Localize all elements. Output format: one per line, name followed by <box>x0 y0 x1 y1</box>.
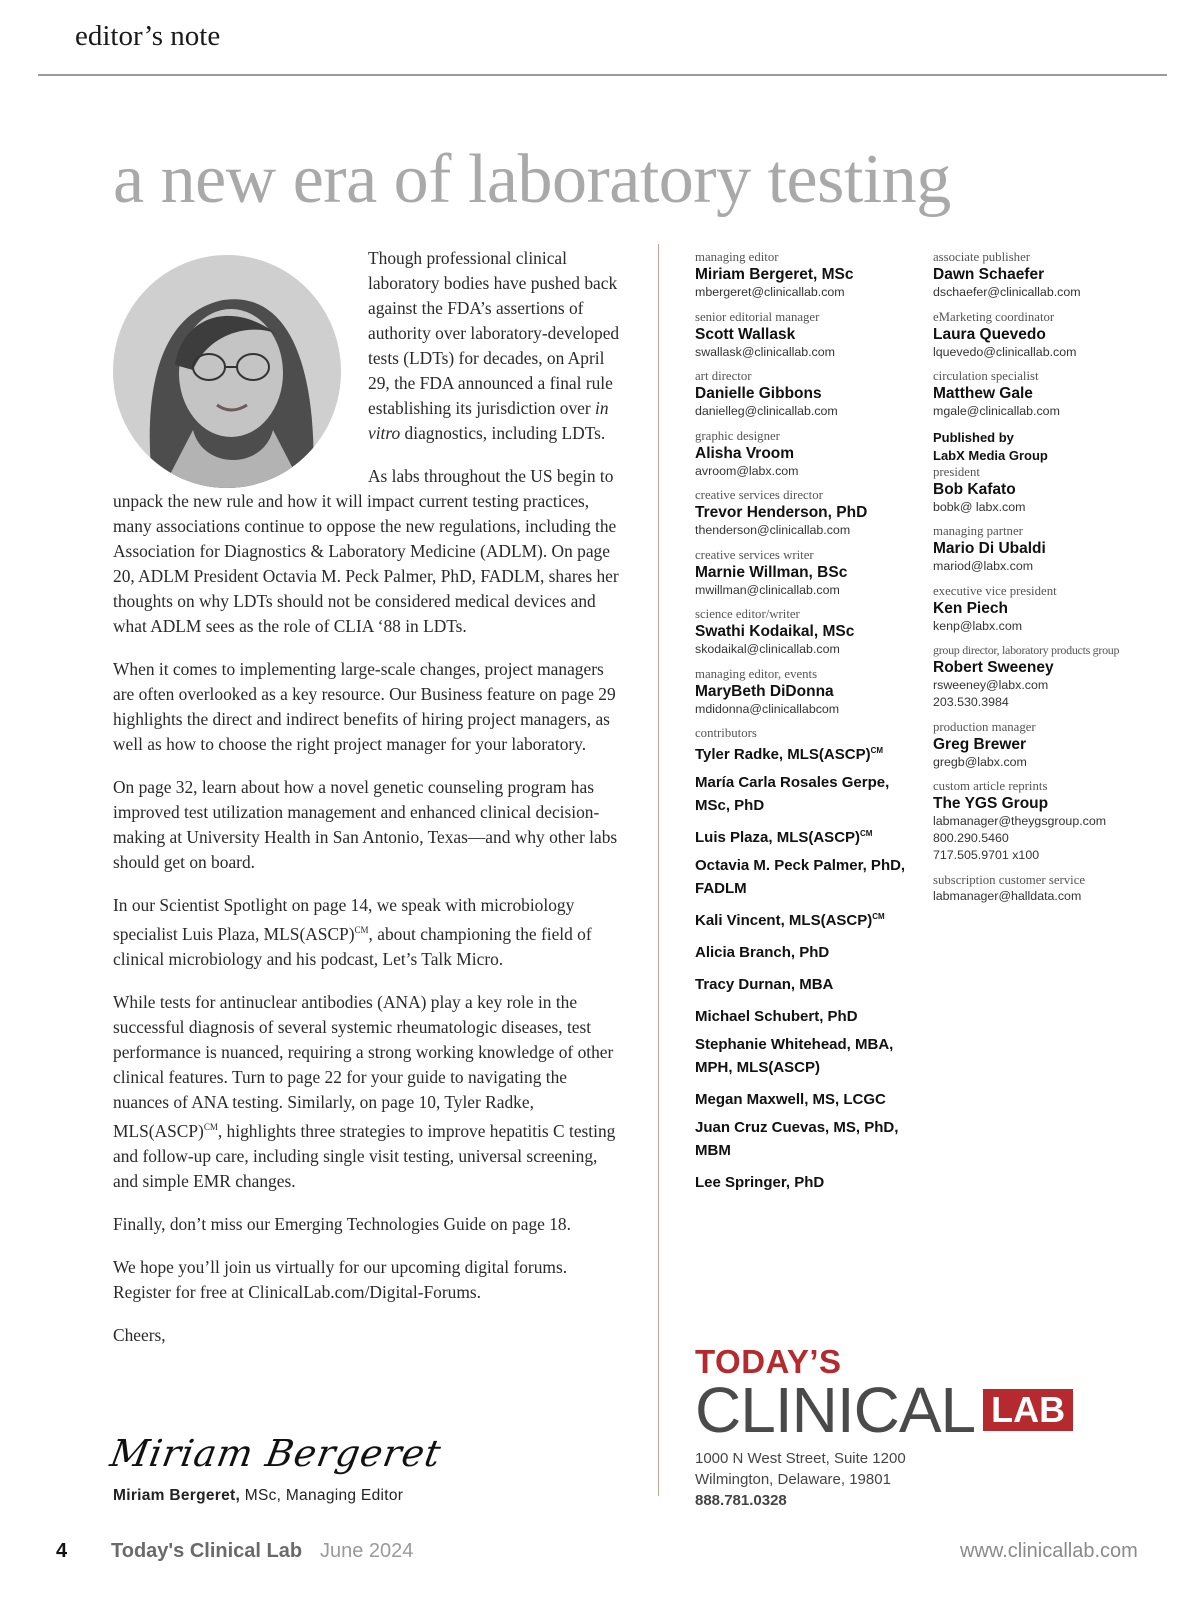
staff-role: managing editor, events <box>695 666 818 681</box>
column-divider <box>658 244 659 1496</box>
staff-name: Trevor Henderson, PhD <box>695 504 868 521</box>
contributors-label: contributors <box>695 726 757 740</box>
masthead-entry <box>695 310 920 361</box>
email-link[interactable]: mgale@clinicallab.com <box>933 404 1060 418</box>
email-link[interactable]: mwillman@clinicallab.com <box>695 582 840 597</box>
phone-number: 203.530.3984 <box>933 695 1009 709</box>
staff-name: Swathi Kodaikal, MSc <box>695 623 855 640</box>
email-link[interactable]: danielleg@clinicallab.com <box>695 404 838 418</box>
signature-line: Miriam Bergeret, MSc, Managing Editor <box>113 1487 404 1504</box>
logo-clinical: CLINICAL <box>695 1374 976 1446</box>
article-body <box>113 246 623 1366</box>
contributor-name: Michael Schubert, PhD <box>695 1008 858 1025</box>
publisher-address <box>695 1448 906 1511</box>
published-by: Published by <box>933 429 1014 445</box>
paragraph: Though professional clinical laboratory bodies have pushed back against the FDA’s assertions of authority over laboratory-developed tests (LDTs) for decades, on April 29, the FDA announced a final rule establishing its jurisdiction over in vitro diagnostics, including LDTs. <box>368 248 620 443</box>
masthead-entry <box>695 429 920 480</box>
masthead-entry: associate publisher Dawn Schaefer dschaefer@clinicallab.com <box>933 250 1168 301</box>
email-link[interactable]: labmanager@theygsgroup.com <box>933 814 1107 828</box>
email-link[interactable]: dschaefer@clinicallab.com <box>933 285 1081 299</box>
masthead-entry: eMarketing coordinator Laura Quevedo lquevedo@clinicallab.com <box>933 310 1168 361</box>
masthead-entry <box>695 488 920 539</box>
section-label: editor’s note <box>75 20 221 52</box>
contributor-name: Juan Cruz Cuevas, MS, PhD, MBM <box>695 1119 899 1159</box>
contributor-name: Octavia M. Peck Palmer, PhD, FADLM <box>695 857 906 897</box>
contributor-name: Kali Vincent, MLS(ASCP)$^{CM}$ <box>695 912 885 929</box>
masthead-entry: managing partner Mario Di Ubaldi mariod@labx.com <box>933 524 1168 575</box>
contributor-name: Tracy Durnan, MBA <box>695 976 834 993</box>
email-link[interactable]: lquevedo@clinicallab.com <box>933 344 1077 359</box>
staff-role: senior editorial manager <box>695 309 820 324</box>
masthead-right <box>933 250 1168 913</box>
closing: Cheers, <box>113 1324 166 1345</box>
paragraph: As labs throughout the US begin to unpack the new rule and how it will impact current testing practices, many associations continue to oppose the new regulations, including the Association for Diagnostics & Laboratory Medicine (ADLM). On page 20, ADLM President Octavia M. Peck Palmer, PhD, FADLM, shares her thoughts on why LDTs should not be considered medical devices and what ADLM sees as the role of CLIA ‘88 in LDTs. <box>113 466 619 636</box>
todays-clinical-lab-logo <box>695 1343 1073 1446</box>
logo-todays: TODAY’S <box>695 1343 842 1380</box>
masthead-left <box>695 250 920 1201</box>
staff-role: art director <box>695 369 752 383</box>
masthead-entry: production manager Greg Brewer gregb@labx.com <box>933 720 1168 771</box>
contributor-name: Megan Maxwell, MS, LCGC <box>695 1091 886 1108</box>
staff-list <box>695 250 920 718</box>
staff-name: Marnie Willman, BSc <box>695 563 848 581</box>
magazine-name: Today's Clinical Lab <box>111 1540 303 1562</box>
top-divider <box>38 74 1167 76</box>
signature-script: Miriam Bergeret <box>107 1432 445 1475</box>
staff-role: graphic designer <box>695 428 780 443</box>
staff-role: managing editor <box>695 250 779 264</box>
contributor-name: Lee Springer, PhD <box>695 1174 825 1191</box>
paragraph: We hope you’ll join us virtually for our upcoming digital forums. Register for free at ClinicalLab.com/Digital-Forums. <box>113 1256 568 1302</box>
contributor-name: Luis Plaza, MLS(ASCP)$^{CM}$ <box>695 829 873 846</box>
email-link[interactable]: swallask@clinicallab.com <box>695 344 835 359</box>
masthead-entry: circulation specialist Matthew Gale mgale@clinicallab.com <box>933 369 1168 420</box>
staff-name: Alisha Vroom <box>695 444 795 462</box>
masthead-entry <box>695 369 920 420</box>
staff-name: Danielle Gibbons <box>695 385 822 402</box>
masthead-entry: subscription customer service labmanager@halldata.com <box>933 873 1168 905</box>
contributor-name: Alicia Branch, PhD <box>695 944 830 961</box>
staff-name: MaryBeth DiDonna <box>695 682 834 700</box>
email-link[interactable]: thenderson@clinicallab.com <box>695 523 851 537</box>
issue-date: June 2024 <box>320 1540 414 1562</box>
masthead-entry: custom article reprints The YGS Group labmanager@theygsgroup.com 800.290.5460 717.505.9701 x100 <box>933 779 1168 864</box>
email-link[interactable]: labmanager@halldata.com <box>933 888 1082 903</box>
paragraph: While tests for antinuclear antibodies (ANA) play a key role in the successful diagnosis of several systemic rheumatologic diseases, test performance is nuanced, requiring a strong working knowledge of other clinical features. Turn to page 22 for your guide to navigating the nuances of ANA testing. Similarly, on page 10, Tyler Radke, MLS(ASCP)$^{CM}$, highlights three strategies to improve hepatitis C testing and follow-up care, including single visit testing, universal screening, and simple EMR changes. <box>113 991 616 1191</box>
staff-name: Scott Wallask <box>695 325 796 343</box>
contributors-list <box>695 741 920 1192</box>
phone-number: 717.505.9701 x100 <box>933 848 1040 862</box>
website-link[interactable]: www.clinicallab.com <box>960 1540 1138 1562</box>
paragraph: When it comes to implementing large-scale changes, project managers are often overlooked as a key resource. Our Business feature on page 29 highlights the direct and indirect benefits of hiring project managers, as well as how to choose the right project manager for your laboratory. <box>113 659 616 754</box>
signature <box>107 1432 445 1475</box>
email-link[interactable]: mdidonna@clinicallabcom <box>695 701 840 716</box>
masthead-entry <box>695 250 920 301</box>
paragraph: In our Scientist Spotlight on page 14, we speak with microbiology specialist Luis Plaza, MLS(ASCP)$^{CM}$, about championing the field of clinical microbiology and his podcast, Let’s Talk Micro. <box>113 895 592 969</box>
contributor-name: Stephanie Whitehead, MBA, MPH, MLS(ASCP) <box>695 1036 894 1076</box>
contributor-name: María Carla Rosales Gerpe, MSc, PhD <box>695 774 890 814</box>
publisher-name: LabX Media Group <box>933 447 1048 463</box>
masthead-entry <box>695 667 920 718</box>
article-headline: a new era of laboratory testing <box>113 141 951 218</box>
staff-role: creative services writer <box>695 547 814 562</box>
masthead-entry <box>695 548 920 599</box>
masthead-entry: group director, laboratory products group Robert Sweeney rsweeney@labx.com 203.530.3984 <box>933 643 1168 711</box>
phone-number: 800.290.5460 <box>933 831 1009 845</box>
phone-number: 888.781.0328 <box>695 1492 787 1509</box>
staff-role: science editor/writer <box>695 607 800 621</box>
email-link[interactable]: mariod@labx.com <box>933 559 1034 573</box>
staff-name: Miriam Bergeret, MSc <box>695 266 854 283</box>
email-link[interactable]: gregb@labx.com <box>933 754 1027 769</box>
masthead-entry: president Bob Kafato bobk@ labx.com <box>933 465 1168 516</box>
contributor-name: Tyler Radke, MLS(ASCP)$^{CM}$ <box>695 746 884 763</box>
email-link[interactable]: skodaikal@clinicallab.com <box>695 642 840 656</box>
email-link[interactable]: bobk@ labx.com <box>933 499 1026 514</box>
page-number: 4 <box>56 1540 68 1562</box>
masthead-entry <box>695 607 920 658</box>
logo-lab: LAB <box>983 1389 1073 1431</box>
staff-role: creative services director <box>695 488 823 502</box>
paragraph: Finally, don’t miss our Emerging Technologies Guide on page 18. <box>113 1213 571 1234</box>
masthead-entry: executive vice president Ken Piech kenp@labx.com <box>933 584 1168 635</box>
email-link[interactable]: kenp@labx.com <box>933 618 1023 633</box>
address-line: 1000 N West Street, Suite 1200 <box>695 1450 906 1467</box>
email-link[interactable]: rsweeney@labx.com <box>933 678 1049 692</box>
email-link[interactable]: mbergeret@clinicallab.com <box>695 285 845 299</box>
paragraph: On page 32, learn about how a novel genetic counseling program has improved test utilization management and enhanced clinical decision-making at University Health in San Antonio, Texas—and why other labs should get on board. <box>113 777 618 872</box>
address-line: Wilmington, Delaware, 19801 <box>695 1471 891 1488</box>
email-link[interactable]: avroom@labx.com <box>695 463 799 478</box>
